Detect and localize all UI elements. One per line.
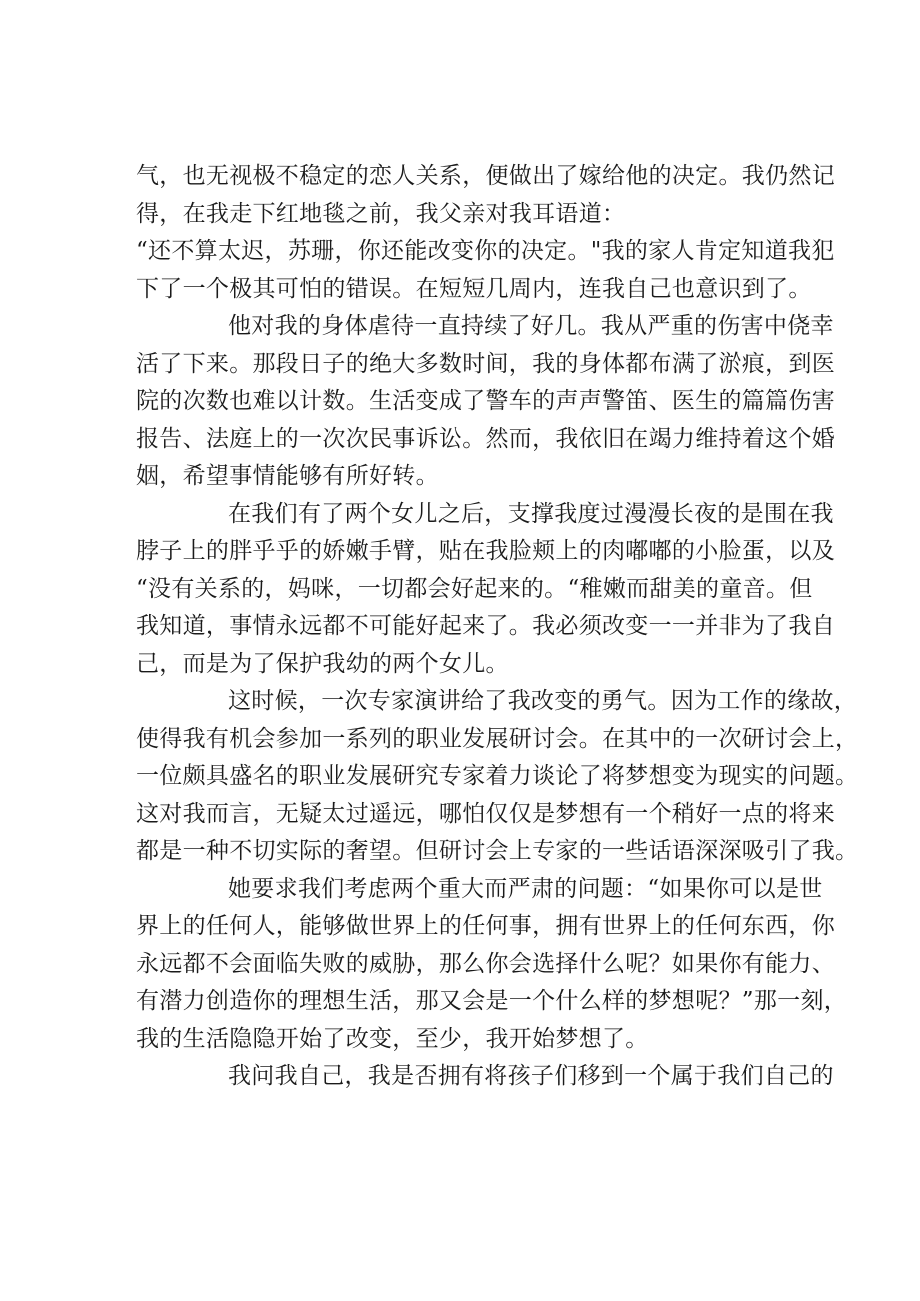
- paragraph-start-line: 他对我的身体虐待一直持续了好几。我从严重的伤害中侥幸: [228, 313, 834, 339]
- text-line: 己，而是为了保护我幼的两个女儿。: [136, 650, 509, 677]
- text-line: 气，也无视极不稳定的恋人关系，便做出了嫁给他的决定。我仍然记: [136, 163, 835, 189]
- text-line: 得，在我走下红地毯之前，我父亲对我耳语道：: [136, 200, 626, 227]
- text-line: 姻，希望事情能够有所好转。: [136, 463, 439, 489]
- text-line: 下了一个极其可怕的错误。在短短几周内，连我自己也意识到了。: [136, 275, 812, 302]
- text-line: 活了下来。那段日子的绝大多数时间，我的身体都布满了淤痕，到医: [136, 350, 835, 377]
- text-line: “没有关系的，妈咪，一切都会好起来的。“稚嫩而甜美的童音。但: [136, 575, 813, 602]
- text-line: 报告、法庭上的一次次民事诉讼。然而，我依旧在竭力维持着这个婚: [136, 425, 835, 452]
- text-line: 界上的任何人，能够做世界上的任何事，拥有世界上的任何东西，你: [136, 913, 835, 939]
- text-line: 有潜力创造你的理想生活，那又会是一个什么样的梦想呢？”那一刻，: [136, 988, 848, 1014]
- text-line: 脖子上的胖乎乎的娇嫩手臂，贴在我脸颊上的肉嘟嘟的小脸蛋，以及: [136, 538, 835, 564]
- text-line: “还不算太迟，苏珊，你还能改变你的决定。"我的家人肯定知道我犯: [136, 238, 835, 264]
- text-line: 我知道，事情永远都不可能好起来了。我必须改变一一并非为了我自: [136, 613, 835, 639]
- paragraph-start-line: 我问我自己，我是否拥有将孩子们移到一个属于我们自己的: [228, 1063, 834, 1089]
- text-line: 永远都不会面临失败的威胁，那么你会选择什么呢？如果你有能力、: [136, 950, 835, 977]
- text-line: 院的次数也难以计数。生活变成了警车的声声警笛、医生的篇篇伤害: [136, 388, 835, 414]
- text-line: 我的生活隐隐开始了改变，至少，我开始梦想了。: [136, 1025, 649, 1052]
- paragraph-start-line: 她要求我们考虑两个重大而严肃的问题：“如果你可以是世: [228, 875, 823, 902]
- body-text: [136, 158, 859, 1096]
- text-line: 一位颇具盛名的职业发展研究专家着力谈论了将梦想变为现实的问题。: [136, 763, 859, 789]
- text-line: 使得我有机会参加一系列的职业发展研讨会。在其中的一次研讨会上，: [136, 725, 859, 752]
- text-line: 都是一种不切实际的奢望。但研讨会上专家的一些话语深深吸引了我。: [136, 838, 859, 864]
- paragraph-start-line: 在我们有了两个女儿之后，支撑我度过漫漫长夜的是围在我: [228, 500, 834, 527]
- paragraph-start-line: 这时候，一次专家演讲给了我改变的勇气。因为工作的缘故，: [228, 688, 858, 714]
- text-line: 这对我而言，无疑太过遥远，哪怕仅仅是梦想有一个稍好一点的将来: [136, 800, 835, 827]
